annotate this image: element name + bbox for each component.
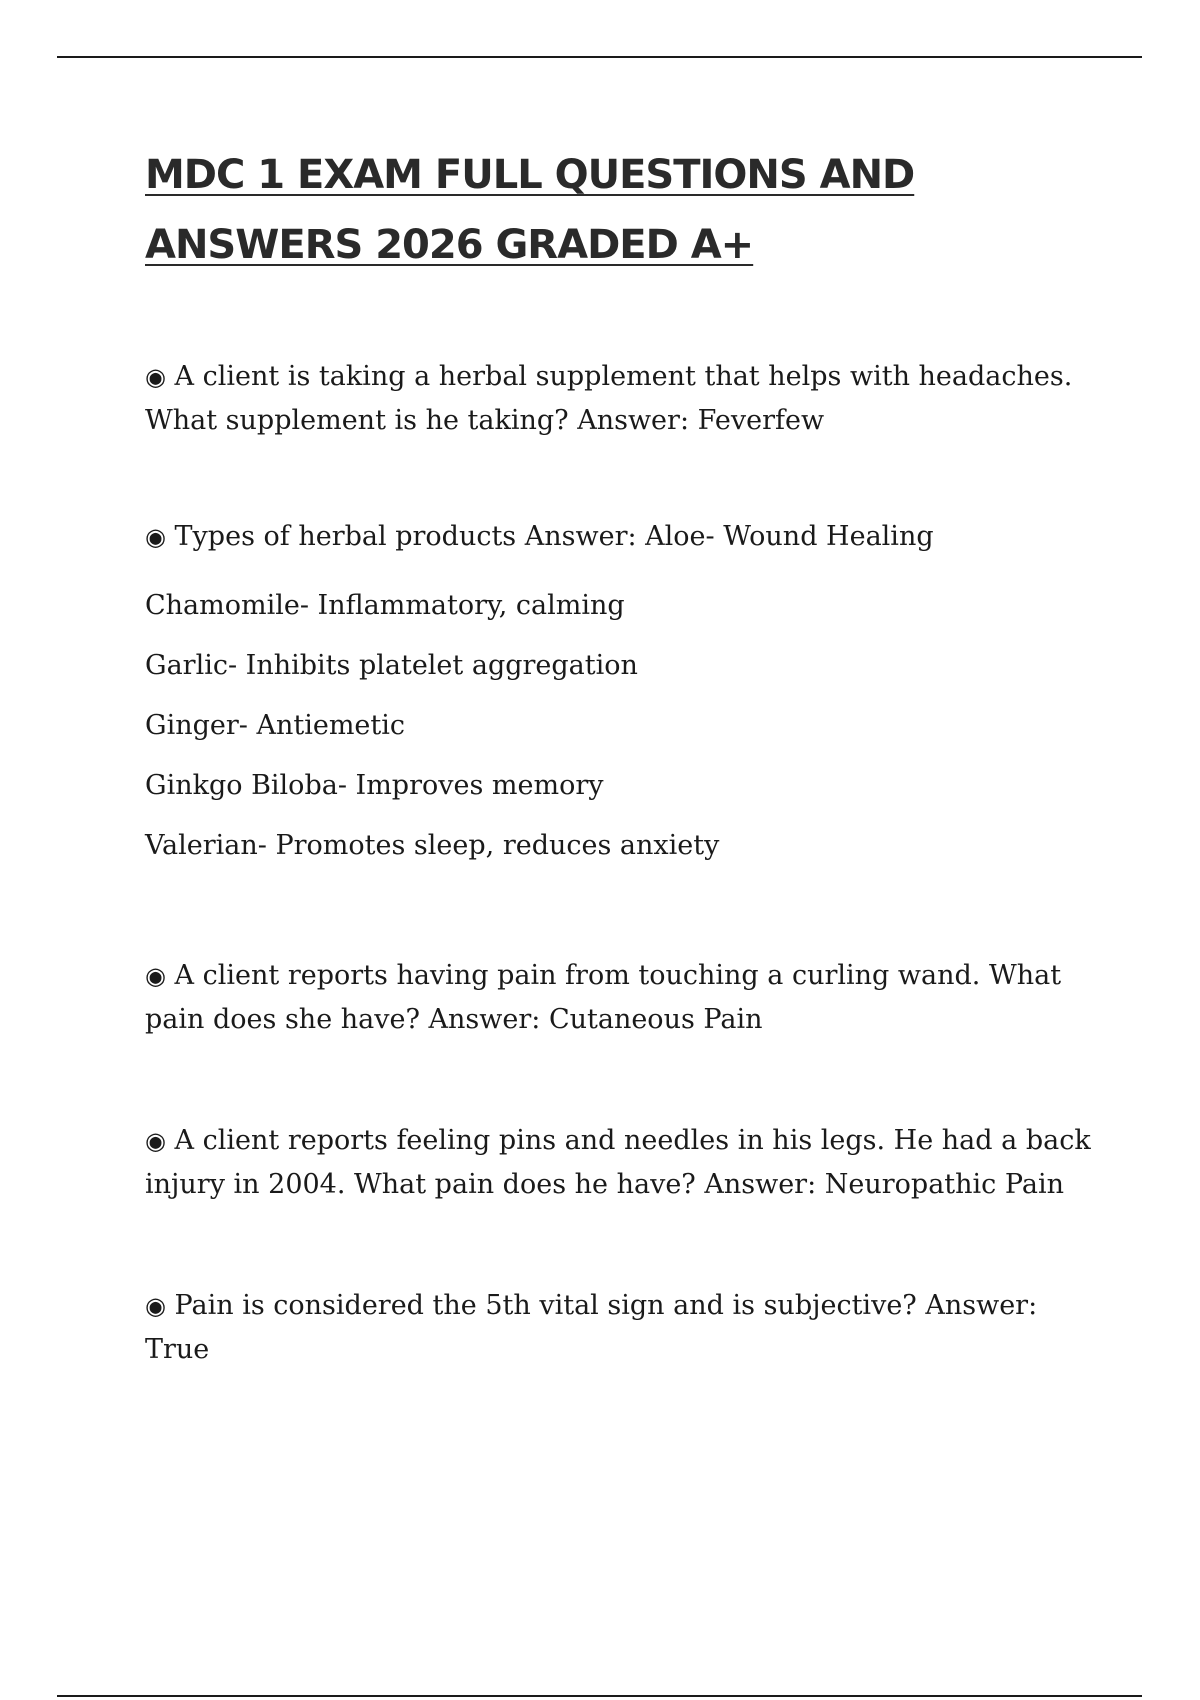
qa-item-5: [145, 1284, 1095, 1371]
bottom-divider: [57, 1695, 1142, 1697]
document-body: [145, 355, 1095, 1371]
qa-text: Types of herbal products Answer: Aloe- Wound Healing: [174, 521, 934, 552]
herbal-line-ginkgo: Ginkgo Biloba- Improves memory: [145, 770, 604, 801]
herbal-line-chamomile: Chamomile- Inflammatory, calming: [145, 590, 625, 621]
qa-item-3: [145, 954, 1095, 1041]
qa-text: Pain is considered the 5th vital sign and is subjective? Answer: True: [145, 1290, 1038, 1365]
qa-item-4: [145, 1119, 1095, 1206]
herbal-line-ginger: Ginger- Antiemetic: [145, 710, 406, 741]
document-title: MDC 1 EXAM FULL QUESTIONS AND ANSWERS 2026 GRADED A+: [145, 152, 915, 268]
herbal-line-valerian: Valerian- Promotes sleep, reduces anxiety: [145, 830, 720, 861]
qa-item-1: [145, 355, 1095, 442]
qa-text: A client is taking a herbal supplement that helps with headaches. What supplement is he taking? Answer: Feverfew: [145, 361, 1073, 436]
qa-text: A client reports feeling pins and needles in his legs. He had a back injury in 2004. What pain does he have? Answer: Neuropathic Pain: [145, 1125, 1091, 1200]
bullet-icon: ◉: [145, 1292, 166, 1320]
bullet-icon: ◉: [145, 363, 166, 391]
qa-text: A client reports having pain from touching a curling wand. What pain does she have? Answer: Cutaneous Pain: [145, 960, 1062, 1035]
top-divider: [57, 56, 1142, 58]
herbal-line-garlic: Garlic- Inhibits platelet aggregation: [145, 650, 638, 681]
bullet-icon: ◉: [145, 962, 166, 990]
bullet-icon: ◉: [145, 1127, 166, 1155]
qa-item-2-heading: [145, 515, 1095, 559]
bullet-icon: ◉: [145, 523, 166, 551]
qa-item-2: [145, 515, 1095, 876]
